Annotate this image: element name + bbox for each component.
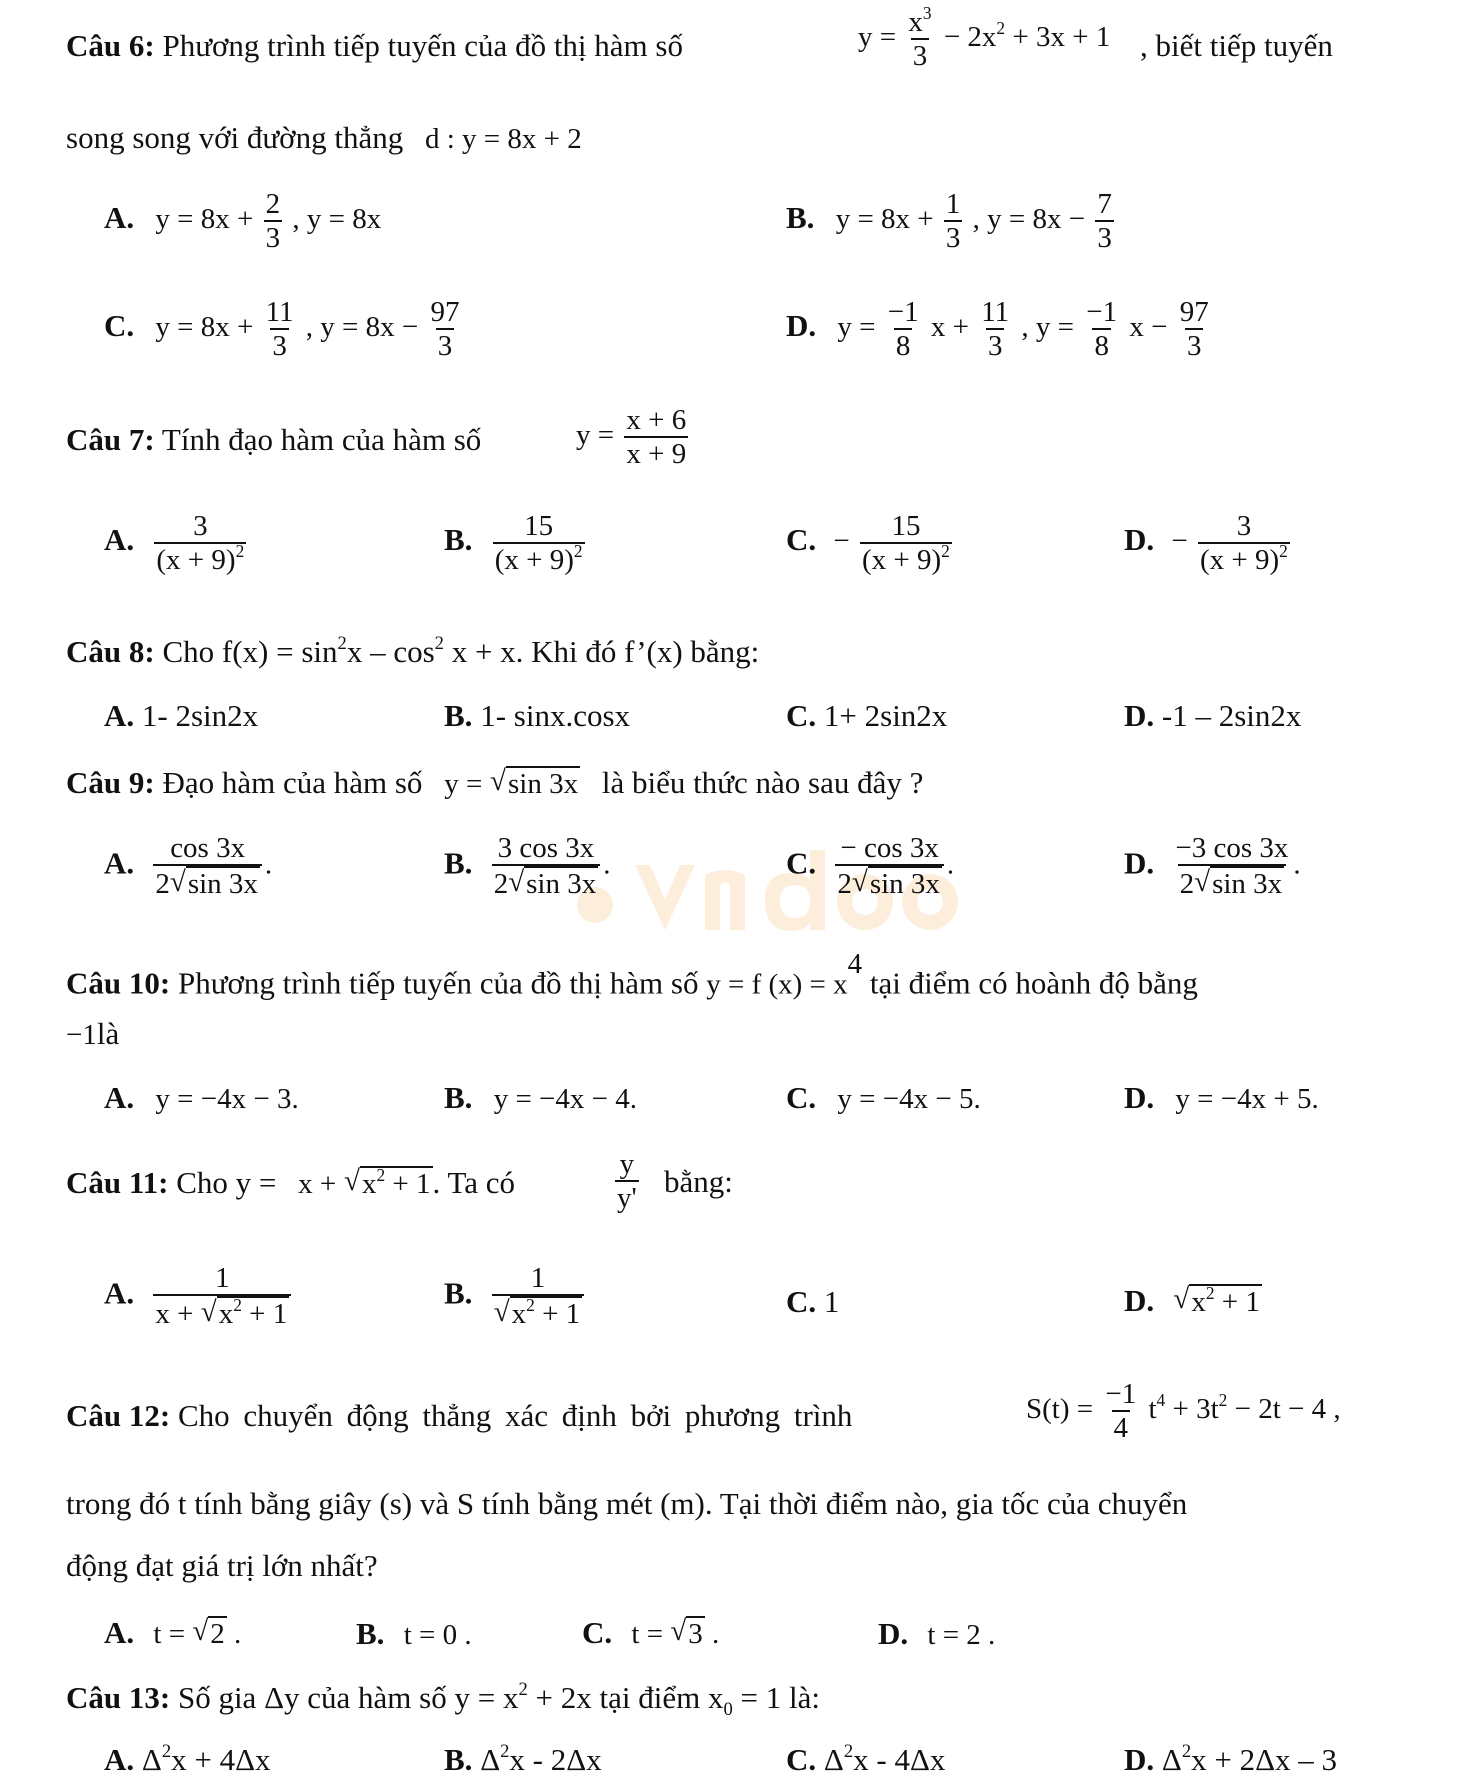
square-root: √ $x^2 + 1$ — [344, 1166, 433, 1201]
answer-a[interactable]: A. $\frac{1}{x + √ x^2 + 1}$ — [104, 1262, 294, 1332]
fraction: $\frac{1}{3}$ — [945, 188, 961, 255]
answer-d[interactable]: D. y = $\frac{-1}{8}$ x + $\frac{11}{3}$ , y = $\frac{-1}{8}$ x − $\frac{97}{3}$ — [786, 296, 1209, 363]
answer-b[interactable]: B. y = −4x − 4. — [444, 1080, 638, 1115]
fraction: $\frac{-1}{8}$ — [1086, 296, 1118, 363]
answer-c[interactable]: C. $\frac{- \cos 3x}{2√ \sin 3x}$ . — [786, 832, 954, 902]
answer-a[interactable]: A. $\frac{3}{(x + 9)^2}$ — [104, 510, 245, 577]
answer-a[interactable]: A. $\Delta^2x + 4\Delta x$ — [104, 1740, 271, 1777]
answer-d[interactable]: D. $\frac{-3 \cos 3x}{2√ \sin 3x}$ . — [1124, 832, 1301, 902]
question-11-fraction — [612, 1148, 642, 1215]
question-12-line3: động đạt giá trị lớn nhất? — [66, 1548, 378, 1583]
answer-b[interactable]: B. 1 √ $x^2 + 1$ — [444, 1262, 587, 1332]
question-label: Câu 6: — [66, 28, 155, 63]
answer-a[interactable]: A. y = 8x + $\frac{2}{3}$ , y = 8x — [104, 188, 382, 255]
fraction: 1 √ $x^2 + 1$ — [492, 1262, 585, 1332]
answer-d[interactable]: D. − $\frac{3}{(x + 9)^2}$ — [1124, 510, 1288, 577]
fraction: $\frac{3 \cos 3x}{2√ \sin 3x}$ — [492, 832, 601, 902]
fraction: $\frac{11}{3}$ — [265, 296, 294, 363]
answer-a[interactable]: A. y = −4x − 3. — [104, 1080, 299, 1115]
fraction: $\frac{3}{(x + 9)^2}$ — [1200, 510, 1288, 577]
answer-b[interactable]: B. $\Delta^2x - 2\Delta x$ — [444, 1740, 602, 1777]
answer-c[interactable]: C. − $\frac{15}{(x + 9)^2}$ — [786, 510, 950, 577]
fraction: $\frac{7}{3}$ — [1097, 188, 1112, 255]
answer-c[interactable]: C. $\Delta^2x - 4\Delta x$ — [786, 1740, 946, 1777]
question-11-line1: Câu 11: Cho y = x + √ $x^2 + 1$. Ta có — [66, 1166, 515, 1201]
answer-d[interactable]: D. $\Delta^2x + 2\Delta x - 3$ — [1124, 1740, 1338, 1777]
square-root: √ 3 — [670, 1616, 704, 1651]
fraction: $\frac{x + 6}{x + 9}$ — [626, 404, 687, 471]
question-12-line2: trong đó t tính bằng giây (s) và S tính bằng mét (m). Tại thời điểm nào, gia tốc của chuyển — [66, 1486, 1188, 1521]
answer-c[interactable]: C. 1+ 2sin2x — [786, 698, 948, 733]
fraction: $\frac{\cos 3x}{2√ \sin 3x}$ — [153, 832, 262, 902]
answer-c[interactable]: C. t = √ 3 . — [582, 1616, 719, 1651]
answer-c[interactable]: C. 1 — [786, 1284, 840, 1319]
fraction: $\frac{3}{(x + 9)^2}$ — [156, 510, 245, 577]
question-6-function: y = $\frac{x^3}{3}$ − $2x^2 + 3x + 1$ — [858, 2, 1111, 73]
question-12-line1: Câu 12: Cho chuyển động thẳng xác định bởi phương trình — [66, 1398, 853, 1433]
answer-a[interactable]: A. $\frac{\cos 3x}{2√ \sin 3x}$ . — [104, 832, 272, 902]
fraction: $\frac{- \cos 3x}{2√ \sin 3x}$ — [835, 832, 944, 902]
fraction: $\frac{-1}{4}$ — [1105, 1378, 1137, 1445]
answer-b[interactable]: B. $\frac{3 \cos 3x}{2√ \sin 3x}$ . — [444, 832, 610, 902]
question-10-line1: Câu 10: Phương trình tiếp tuyến của đồ thị hàm số y = f $(x) = x^4$ tại điểm có hoành độ bằng — [66, 948, 1198, 1001]
fraction: $\frac{15}{(x + 9)^2}$ — [494, 510, 583, 577]
question-text-tail: , biết tiếp tuyến — [1140, 28, 1333, 63]
answer-b[interactable]: B. 1- sinx.cosx — [444, 698, 631, 733]
question-6-line2: song song với đường thẳng d : y = 8x + 2 — [66, 120, 582, 155]
fraction: $\frac{11}{3}$ — [981, 296, 1010, 363]
fraction: $\frac{-1}{8}$ — [887, 296, 919, 363]
fraction: $\frac{1}{x + √ x^2 + 1}$ — [153, 1262, 291, 1332]
answer-b[interactable]: B. t = 0 . — [356, 1616, 472, 1651]
fraction: $\frac{2}{3}$ — [265, 188, 281, 255]
fraction: $\frac{-3 \cos 3x}{2√ \sin 3x}$ — [1173, 832, 1290, 902]
answer-d[interactable]: D. √ $x^2 + 1$ — [1124, 1284, 1262, 1319]
question-8-line1: Câu 8: Cho $f(x) = \sin^2x - \cos^2 x + x$. Khi đó f’(x) bằng: — [66, 632, 760, 669]
answer-d[interactable]: D. -1 – 2sin2x — [1124, 698, 1302, 733]
question-6-line1 — [66, 30, 683, 61]
square-root: √ $x^2 + 1$ — [1173, 1284, 1262, 1319]
answer-c[interactable]: C. y = −4x − 5. — [786, 1080, 981, 1115]
answer-a[interactable]: A. t = √ 2 . — [104, 1616, 241, 1651]
question-text-tail: bằng: — [664, 1164, 733, 1199]
question-7-line1: Câu 7: Tính đạo hàm của hàm số — [66, 422, 482, 457]
answer-d[interactable]: D. t = 2 . — [878, 1616, 996, 1651]
answer-a[interactable]: A. 1- 2sin2x — [104, 698, 259, 733]
fraction: $\frac{y}{y'}$ — [617, 1148, 637, 1215]
question-9-line1: Câu 9: Đạo hàm của hàm số y = √ sin 3x là biểu thức nào sau đây ? — [66, 766, 923, 801]
question-12-function: S(t) = $\frac{-1}{4}$ $t^4 + 3t^2 - 2t - 4$ , — [1026, 1378, 1341, 1445]
question-13-line1: Câu 13: Số gia Δy của hàm số $y = x^2 + 2x$ tại điểm $x_0 = 1$ là: — [66, 1678, 820, 1721]
square-root: √ 2 — [192, 1616, 226, 1651]
answer-b[interactable]: B. y = 8x + $\frac{1}{3}$ , y = 8x − $\frac{7}{3}$ — [786, 188, 1112, 255]
fraction: $\frac{15}{(x + 9)^2}$ — [862, 510, 950, 577]
answer-c[interactable]: C. y = 8x + $\frac{11}{3}$ , y = 8x − $\frac{97}{3}$ — [104, 296, 460, 363]
question-10-line2: −1là — [66, 1016, 120, 1051]
fraction: $\frac{x^3}{3}$ — [908, 2, 932, 73]
answer-b[interactable]: B. $\frac{15}{(x + 9)^2}$ — [444, 510, 583, 577]
question-text: Phương trình tiếp tuyến của đồ thị hàm số — [162, 28, 683, 63]
answer-d[interactable]: D. y = −4x + 5. — [1124, 1080, 1319, 1115]
square-root: √ sin 3x — [490, 766, 580, 801]
fraction: $\frac{97}{3}$ — [430, 296, 460, 363]
question-7-function: y = $\frac{x + 6}{x + 9}$ — [576, 404, 687, 471]
fraction: $\frac{97}{3}$ — [1179, 296, 1209, 363]
